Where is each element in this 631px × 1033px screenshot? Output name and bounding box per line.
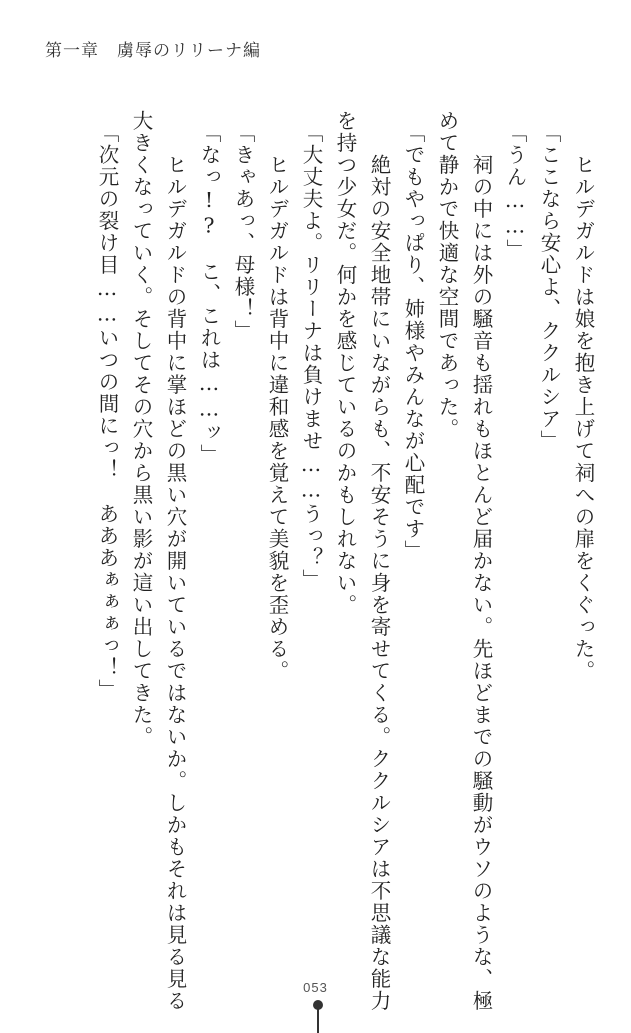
text-line: を持つ少女だ。何かを感じているのかもしれない。 bbox=[333, 110, 357, 616]
text-line: ヒルデガルドは娘を抱き上げて祠への扉をくぐった。 bbox=[571, 132, 595, 682]
text-line: 「きゃあっ、母様！」 bbox=[231, 122, 255, 342]
text-line: 祠の中には外の騒音も揺れもほとんど届かない。先ほどまでの騒動がウソのような、極 bbox=[469, 132, 493, 1012]
text-line: 「ここなら安心よ、ククルシア」 bbox=[537, 122, 561, 452]
page-ornament bbox=[313, 1000, 323, 1033]
text-line: 大きくなっていく。そしてその穴から黒い影が這い出してきた。 bbox=[129, 110, 153, 748]
text-line: ヒルデガルドは背中に違和感を覚えて美貌を歪める。 bbox=[265, 132, 289, 682]
text-line: 「次元の裂け目……いつの間にっ！ あああぁぁぁっ！」 bbox=[95, 122, 119, 701]
ornament-stem bbox=[317, 1008, 319, 1033]
text-line: 「なっ!? こ、これは……ッ」 bbox=[197, 122, 221, 466]
text-line: ヒルデガルドの背中に掌ほどの黒い穴が開いているではないか。しかもそれは見る見る bbox=[163, 132, 187, 1012]
text-line: 「でもやっぱり、姉様やみんなが心配です」 bbox=[401, 122, 425, 562]
page-number: 053 bbox=[303, 980, 328, 995]
text-line: 「大丈夫よ。リリーナは負けませ……うっ？」 bbox=[299, 122, 323, 591]
text-line: 絶対の安全地帯にいながらも、不安そうに身を寄せてくる。ククルシアは不思議な能力 bbox=[367, 132, 391, 1012]
text-line: 「うん……」 bbox=[503, 122, 527, 261]
text-line: めて静かで快適な空間であった。 bbox=[435, 110, 459, 440]
running-header: 第一章 虜辱のリリーナ編 bbox=[45, 41, 261, 61]
